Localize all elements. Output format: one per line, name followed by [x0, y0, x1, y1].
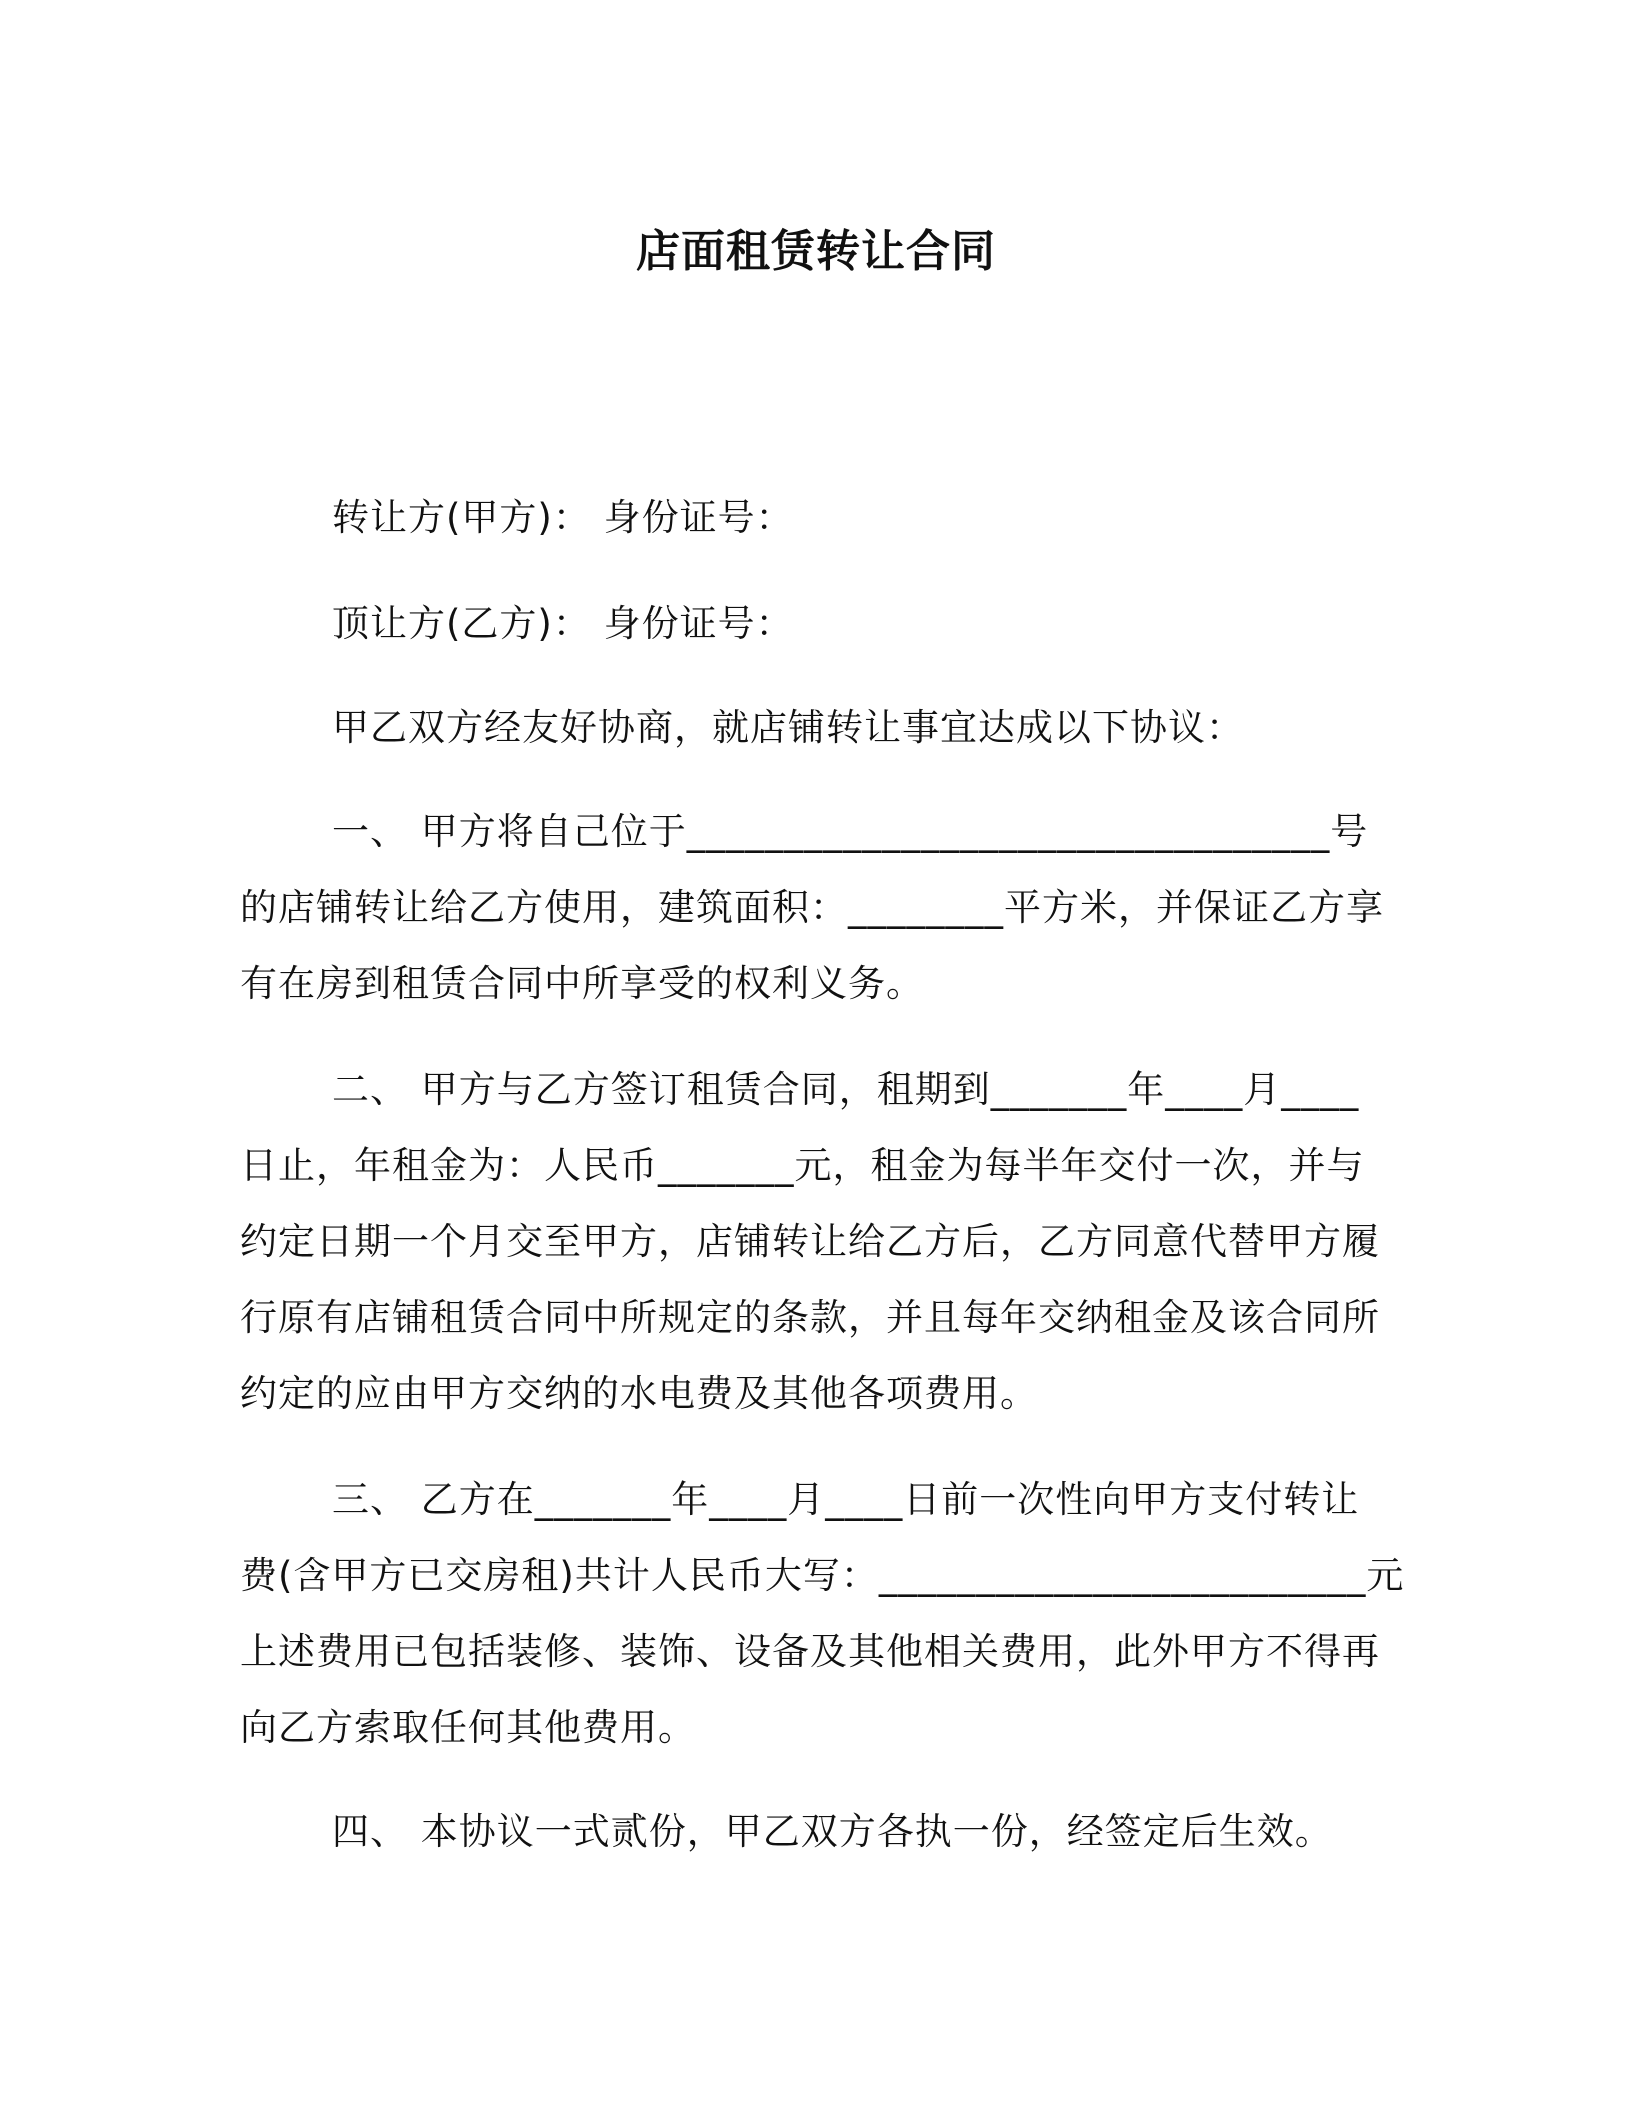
transferor-line: 转让方(甲方)： 身份证号：	[332, 496, 794, 539]
transferee-line: 顶让方(乙方)： 身份证号：	[332, 602, 794, 645]
clause-1-line-3: 有在房到租赁合同中所享受的权利义务。	[240, 962, 924, 1005]
clause-2-line-1: 二、 甲方与乙方签订租赁合同，租期到_______年____月____	[332, 1068, 1360, 1111]
clause-3-line-1: 三、 乙方在_______年____月____日前一次性向甲方支付转让	[332, 1478, 1360, 1521]
clause-3-line-4: 向乙方索取任何其他费用。	[240, 1706, 696, 1749]
clause-4-line-1: 四、 本协议一式贰份，甲乙双方各执一份，经签定后生效。	[332, 1810, 1333, 1853]
clause-2-line-3: 约定日期一个月交至甲方，店铺转让给乙方后，乙方同意代替甲方履	[240, 1220, 1380, 1263]
clause-1-line-1: 一、 甲方将自己位于_________________________________号	[332, 810, 1369, 853]
clause-1-line-2: 的店铺转让给乙方使用，建筑面积：________平方米，并保证乙方享	[240, 886, 1384, 929]
preamble: 甲乙双方经友好协商，就店铺转让事宜达成以下协议：	[332, 706, 1244, 749]
clause-2-line-2: 日止，年租金为：人民币_______元，租金为每半年交付一次，并与	[240, 1144, 1365, 1187]
clause-3-line-3: 上述费用已包括装修、装饰、设备及其他相关费用，此外甲方不得再	[240, 1630, 1380, 1673]
clause-2-line-5: 约定的应由甲方交纳的水电费及其他各项费用。	[240, 1372, 1038, 1415]
document-title: 店面租赁转让合同	[636, 226, 996, 277]
clause-3-line-2: 费(含甲方已交房租)共计人民币大写：_________________________元	[240, 1554, 1405, 1597]
clause-2-line-4: 行原有店铺租赁合同中所规定的条款，并且每年交纳租金及该合同所	[240, 1296, 1380, 1339]
